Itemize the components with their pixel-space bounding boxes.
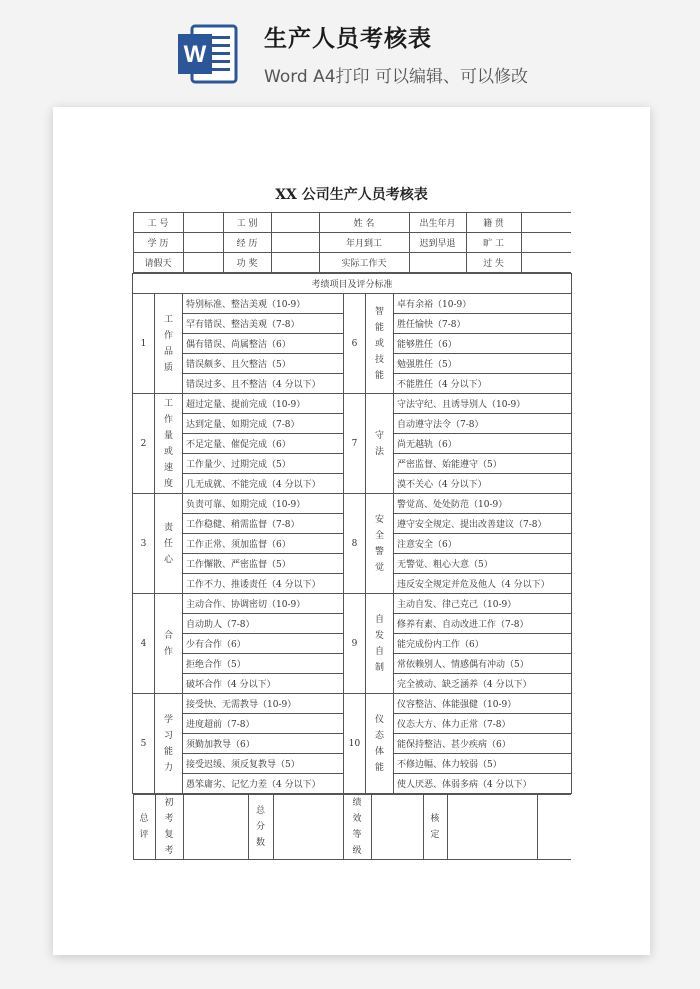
- page-title: 生产人员考核表: [264, 26, 432, 52]
- criterion-text: 少有合作（6）: [183, 634, 344, 654]
- info-label-absent: 旷 工: [466, 233, 521, 253]
- criterion-text: 使人厌恶、体弱多病（4 分以下）: [394, 774, 572, 794]
- item-number: 5: [133, 694, 155, 794]
- item-number: 6: [344, 294, 366, 394]
- criterion-text: 进度超前（7-8）: [183, 714, 344, 734]
- summary-row: [133, 794, 572, 861]
- summary-grade-label: 绩效等级: [343, 795, 371, 860]
- criterion-text: 工作量少、过期完成（5）: [183, 454, 344, 474]
- info-value-fault[interactable]: [521, 253, 571, 273]
- criterion-text: 工作懈散、严密监督（5）: [183, 554, 344, 574]
- summary-overall-label: 总评: [133, 795, 155, 860]
- summary-grade-value[interactable]: [371, 795, 423, 860]
- item-category: 工作品质: [155, 294, 183, 394]
- item-category: 守法: [366, 394, 394, 494]
- summary-verify-label: 核定: [423, 795, 447, 860]
- assessment-table: [132, 212, 572, 860]
- summary-review-label: 初考复考: [155, 795, 183, 860]
- criteria-row: [133, 294, 572, 314]
- criteria-row: [133, 494, 572, 514]
- criterion-text: 违反安全规定并危及他人（4 分以下）: [394, 574, 572, 594]
- item-category: 合作: [155, 594, 183, 694]
- item-category: 工作量或速度: [155, 394, 183, 494]
- criterion-text: 能保持整洁、甚少疾病（6）: [394, 734, 572, 754]
- item-category: 仪态体能: [366, 694, 394, 794]
- criterion-text: 工作不力、推诿责任（4 分以下）: [183, 574, 344, 594]
- criterion-text: 偶有错误、尚属整洁（6）: [183, 334, 344, 354]
- summary-verify-value[interactable]: [447, 795, 537, 860]
- info-value-education[interactable]: [183, 233, 223, 253]
- info-label-workdays: 实际工作天: [319, 253, 409, 273]
- info-value-experience[interactable]: [271, 233, 319, 253]
- criterion-text: 超过定量、提前完成（10-9）: [183, 394, 344, 414]
- item-number: 8: [344, 494, 366, 594]
- info-label-native: 籍 贯: [466, 213, 521, 233]
- criterion-text: 常依赖别人、情感偶有冲动（5）: [394, 654, 572, 674]
- document-title: XX 公司生产人员考核表: [275, 187, 428, 203]
- item-category: 自发自制: [366, 594, 394, 694]
- info-label-emp-no: 工 号: [133, 213, 183, 233]
- criterion-text: 警觉高、处处防范（10-9）: [394, 494, 572, 514]
- criterion-text: 拒绝合作（5）: [183, 654, 344, 674]
- criterion-text: 工作正常、须加监督（6）: [183, 534, 344, 554]
- criterion-text: 漠不关心（4 分以下）: [394, 474, 572, 494]
- criterion-text: 错误过多、且不整洁（4 分以下）: [183, 374, 344, 394]
- criterion-text: 破坏合作（4 分以下）: [183, 674, 344, 694]
- info-label-award: 功 奖: [223, 253, 271, 273]
- criteria-row: [133, 394, 572, 414]
- criteria-row: [133, 594, 572, 614]
- info-label-fault: 过 失: [466, 253, 521, 273]
- info-value-emp-no[interactable]: [183, 213, 223, 233]
- info-value-leave[interactable]: [183, 253, 223, 273]
- criterion-text: 错误颇多、且欠整洁（5）: [183, 354, 344, 374]
- criterion-text: 愚笨庸劣、记忆力差（4 分以下）: [183, 774, 344, 794]
- summary-total-label: 总分数: [248, 795, 273, 860]
- criteria-row: [133, 694, 572, 714]
- word-doc-icon: [176, 22, 240, 86]
- summary-total-value[interactable]: [273, 795, 343, 860]
- criterion-text: 勉强胜任（5）: [394, 354, 572, 374]
- info-value-native[interactable]: [521, 213, 571, 233]
- info-label-dept: 工 别: [223, 213, 271, 233]
- criterion-text: 仪容整洁、体能强健（10-9）: [394, 694, 572, 714]
- item-category: 智能或技能: [366, 294, 394, 394]
- criteria-body: [133, 294, 572, 794]
- item-number: 7: [344, 394, 366, 494]
- info-label-arrival: 年月到工: [319, 233, 409, 253]
- item-number: 10: [344, 694, 366, 794]
- criterion-text: 仪态大方、体力正常（7-8）: [394, 714, 572, 734]
- criterion-text: 胜任愉快（7-8）: [394, 314, 572, 334]
- criterion-text: 修养有素、自动改进工作（7-8）: [394, 614, 572, 634]
- criterion-text: 主动合作、协调密切（10-9）: [183, 594, 344, 614]
- info-label-name: 姓 名: [319, 213, 409, 233]
- criterion-text: 须勤加教导（6）: [183, 734, 344, 754]
- document-page: [53, 107, 650, 955]
- summary-review-value[interactable]: [183, 795, 248, 860]
- info-label-education: 学 历: [133, 233, 183, 253]
- criterion-text: 几无成就、不能完成（4 分以下）: [183, 474, 344, 494]
- item-number: 4: [133, 594, 155, 694]
- criterion-text: 接受迟缓、须反复教导（5）: [183, 754, 344, 774]
- info-label-late: 迟到早退: [409, 233, 466, 253]
- criterion-text: 罕有错误、整洁美观（7-8）: [183, 314, 344, 334]
- item-category: 学习能力: [155, 694, 183, 794]
- criterion-text: 不足定量、催促完成（6）: [183, 434, 344, 454]
- criterion-text: 工作稳健、稍需监督（7-8）: [183, 514, 344, 534]
- criterion-text: 尚无越轨（6）: [394, 434, 572, 454]
- info-label-birth: 出生年月: [409, 213, 466, 233]
- item-number: 2: [133, 394, 155, 494]
- info-label-leave: 请假天: [133, 253, 183, 273]
- item-category: 责任心: [155, 494, 183, 594]
- info-label-experience: 经 历: [223, 233, 271, 253]
- item-number: 9: [344, 594, 366, 694]
- criterion-text: 能完成份内工作（6）: [394, 634, 572, 654]
- criterion-text: 守法守纪、且诱导别人（10-9）: [394, 394, 572, 414]
- item-number: 3: [133, 494, 155, 594]
- info-row: [133, 212, 572, 274]
- criterion-text: 遵守安全规定、提出改善建议（7-8）: [394, 514, 572, 534]
- item-number: 1: [133, 294, 155, 394]
- criterion-text: 能够胜任（6）: [394, 334, 572, 354]
- item-category: 安全警觉: [366, 494, 394, 594]
- criterion-text: 注意安全（6）: [394, 534, 572, 554]
- criterion-text: 无警觉、粗心大意（5）: [394, 554, 572, 574]
- info-value-absent[interactable]: [521, 233, 571, 253]
- word-letter: W: [183, 41, 207, 68]
- page-subtitle: Word A4打印 可以编辑、可以修改: [264, 67, 528, 87]
- criterion-text: 完全被动、缺乏涵养（4 分以下）: [394, 674, 572, 694]
- info-value-dept[interactable]: [271, 213, 319, 233]
- info-value-workdays[interactable]: [409, 253, 466, 273]
- criterion-text: 特别标准、整洁美观（10-9）: [183, 294, 344, 314]
- criterion-text: 卓有余裕（10-9）: [394, 294, 572, 314]
- criterion-text: 不修边幅、体力较弱（5）: [394, 754, 572, 774]
- criterion-text: 严密监督、始能遵守（5）: [394, 454, 572, 474]
- criterion-text: 负责可靠、如期完成（10-9）: [183, 494, 344, 514]
- criterion-text: 达到定量、如期完成（7-8）: [183, 414, 344, 434]
- summary-extra-value[interactable]: [537, 795, 571, 860]
- info-value-award[interactable]: [271, 253, 319, 273]
- criterion-text: 主动自发、律己克己（10-9）: [394, 594, 572, 614]
- criterion-text: 自动遵守法令（7-8）: [394, 414, 572, 434]
- criterion-text: 不能胜任（4 分以下）: [394, 374, 572, 394]
- criterion-text: 接受快、无需教导（10-9）: [183, 694, 344, 714]
- criterion-text: 自动助人（7-8）: [183, 614, 344, 634]
- section-header: 考绩项目及评分标准: [133, 274, 572, 294]
